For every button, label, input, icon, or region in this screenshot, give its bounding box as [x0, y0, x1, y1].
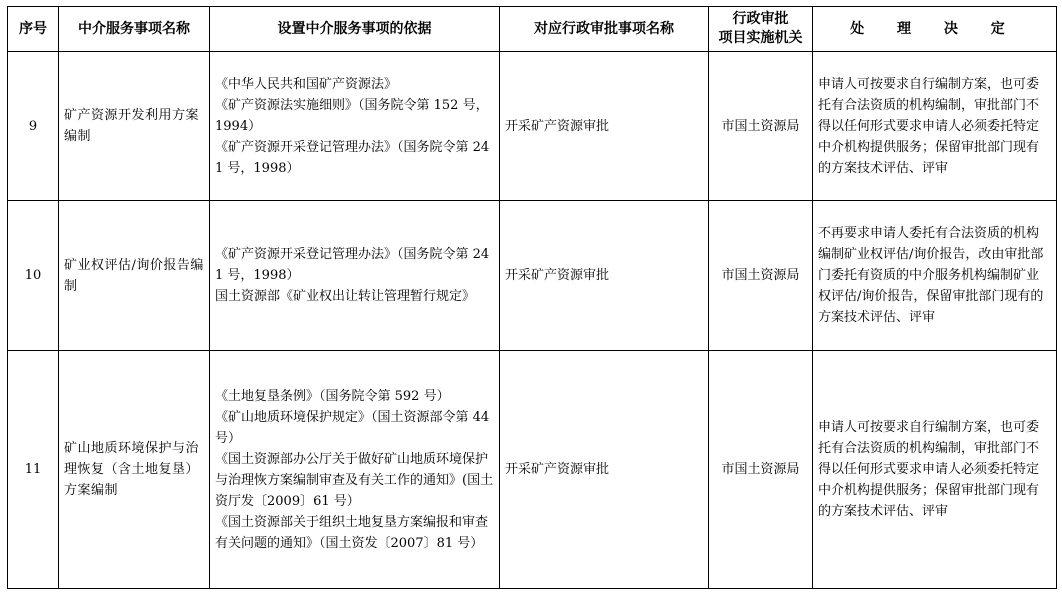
row-authority: 市国土资源局 — [709, 52, 813, 201]
table-row — [8, 201, 1057, 351]
row-approval-item: 开采矿产资源审批 — [500, 201, 709, 351]
row-seq: 10 — [8, 201, 59, 351]
header-decision: 处 理 决 定 — [813, 7, 1057, 52]
basis-item: 《国土资源部关于组织土地复垦方案编报和审查有关问题的通知》（国土资发〔2007〕81 号） — [215, 514, 489, 551]
table-row — [8, 52, 1057, 201]
header-authority — [709, 7, 813, 52]
table-row — [8, 351, 1057, 589]
header-row — [8, 7, 1057, 52]
header-approval-item: 对应行政审批事项名称 — [500, 7, 709, 52]
row-decision: 申请人可按要求自行编制方案，也可委托有合法资质的机构编制，审批部门不得以任何形式要求申请人必须委托特定中介机构提供服务；保留审批部门现有的方案技术评估、评审 — [813, 351, 1057, 589]
row-basis — [210, 351, 500, 589]
header-seq: 序号 — [8, 7, 59, 52]
basis-item: 《矿产资源法实施细则》（国务院令第 152 号，1994） — [215, 97, 489, 134]
row-service-name: 矿产资源开发利用方案编制 — [59, 52, 210, 201]
row-decision: 申请人可按要求自行编制方案，也可委托有合法资质的机构编制，审批部门不得以任何形式要求申请人必须委托特定中介机构提供服务；保留审批部门现有的方案技术评估、评审 — [813, 52, 1057, 201]
basis-item: 《矿产资源开采登记管理办法》（国务院令第 241 号，1998） — [215, 247, 490, 283]
basis-item: 《中华人民共和国矿产资源法》 — [215, 76, 398, 92]
row-approval-item: 开采矿产资源审批 — [500, 52, 709, 201]
basis-item: 《矿产资源开采登记管理办法》（国务院令第 241 号，1998） — [215, 139, 490, 176]
row-seq: 11 — [8, 351, 59, 589]
header-authority-line1: 行政审批 — [732, 11, 789, 27]
header-authority-line2: 项目实施机关 — [718, 30, 803, 46]
basis-item: 《国土资源部办公厅关于做好矿山地质环境保护与治理恢方案编制审查及有关工作的通知》(国土资厅发〔2009〕61 号） — [215, 451, 494, 509]
basis-item: 《土地复垦条例》（国务院令第 592 号） — [215, 388, 450, 404]
row-service-name: 矿山地质环境保护与治理恢复（含土地复垦）方案编制 — [59, 351, 210, 589]
basis-item: 国土资源部《矿业权出让转让管理暂行规定》 — [215, 289, 476, 304]
row-service-name: 矿业权评估/询价报告编制 — [59, 201, 210, 351]
intermediary-services-table — [7, 6, 1057, 589]
row-authority: 市国土资源局 — [709, 351, 813, 589]
row-approval-item: 开采矿产资源审批 — [500, 351, 709, 589]
row-basis — [210, 52, 500, 201]
row-seq: 9 — [8, 52, 59, 201]
header-service-name: 中介服务事项名称 — [59, 7, 210, 52]
header-basis: 设置中介服务事项的依据 — [210, 7, 500, 52]
row-basis — [210, 201, 500, 351]
row-authority: 市国土资源局 — [709, 201, 813, 351]
row-decision: 不再要求申请人委托有合法资质的机构编制矿业权评估/询价报告，改由审批部门委托有资质的中介服务机构编制矿业权评估/询价报告，保留审批部门现有的方案技术评估、评审 — [813, 201, 1057, 351]
basis-item: 《矿山地质环境保护规定》（国土资源部令第 44 号） — [215, 409, 490, 446]
